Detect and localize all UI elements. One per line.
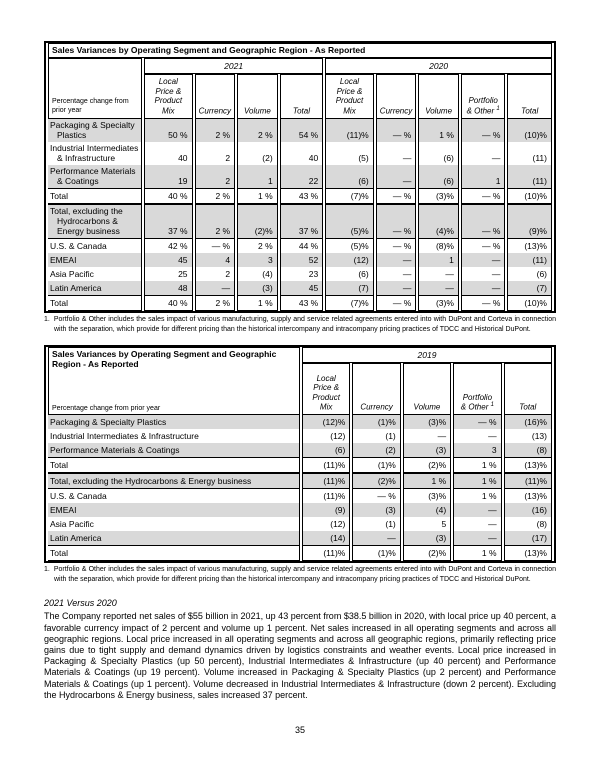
cell-value: (3) — [352, 503, 400, 517]
table-row — [48, 142, 552, 165]
cell-value: 1 % — [453, 545, 501, 561]
cell-value: 45 — [280, 281, 324, 295]
cell-value: (11)% — [504, 473, 552, 489]
row-label: Total, excluding the Hydrocarbons & Energy business — [48, 204, 142, 239]
cell-value: (10)% — [507, 119, 552, 142]
cell-value: (5)% — [325, 204, 374, 239]
cell-value: (2)% — [403, 545, 451, 561]
cell-value: (12) — [302, 429, 350, 443]
cell-value: (13)% — [507, 239, 552, 253]
stub-label: Percentage change from prior year — [52, 405, 161, 413]
row-label: Total — [48, 457, 300, 473]
table-total-row — [48, 204, 552, 239]
cell-value: 3 — [453, 443, 501, 457]
cell-value: 4 — [195, 253, 236, 267]
row-label: Total — [48, 188, 142, 204]
cell-value: — % — [376, 239, 417, 253]
cell-value: 25 — [144, 267, 193, 281]
cell-value: 40 — [144, 142, 193, 165]
cell-value: (11) — [507, 142, 552, 165]
cell-value: (13)% — [504, 545, 552, 561]
row-label: U.S. & Canada — [48, 489, 300, 503]
column-header: Volume — [237, 74, 278, 118]
page-number: 35 — [294, 725, 305, 736]
column-header: Volume — [403, 363, 451, 415]
footnote-text: Portfolio & Other includes the sales impact of various manufacturing, supply and service related agreements entered into with DuPont and Corteva in connection with the separation, which provide for different pricing than the historical intercompany and intracompany pricing practices of TDCC and Historical DuPont. — [53, 566, 556, 584]
cell-value: — — [461, 253, 506, 267]
cell-value: 1 % — [418, 119, 459, 142]
table-row — [48, 429, 552, 443]
cell-value: (2)% — [403, 457, 451, 473]
cell-value: — — [461, 142, 506, 165]
cell-value: 1 — [418, 253, 459, 267]
cell-value: — % — [195, 239, 236, 253]
cell-value: 1 % — [237, 188, 278, 204]
cell-value: (14) — [302, 531, 350, 545]
cell-value: (10)% — [507, 295, 552, 311]
footnote-text: Portfolio & Other includes the sales impact of various manufacturing, supply and service related agreements entered into with DuPont and Corteva in connection with the separation, which provide for different pricing than the historical intercompany and intracompany pricing practices of TDCC and Historical DuPont. — [53, 315, 556, 334]
cell-value: 40 % — [144, 188, 193, 204]
cell-value: 1 % — [237, 295, 278, 311]
table-row — [48, 531, 552, 545]
cell-value: 2 % — [195, 204, 236, 239]
cell-value: 37 % — [280, 204, 324, 239]
column-header: Local Price & Product Mix — [325, 74, 374, 118]
cell-value: (7) — [507, 281, 552, 295]
cell-value: 37 % — [144, 204, 193, 239]
table-row — [48, 517, 552, 531]
table-row — [48, 415, 552, 429]
cell-value: (3) — [403, 531, 451, 545]
cell-value: (17) — [504, 531, 552, 545]
row-label: Asia Pacific — [48, 517, 300, 531]
document-page — [44, 0, 556, 735]
cell-value: (3) — [403, 443, 451, 457]
cell-value: — — [376, 281, 417, 295]
column-header: Total — [507, 74, 552, 118]
cell-value: 43 % — [280, 295, 324, 311]
cell-value: — — [376, 253, 417, 267]
cell-value: (7) — [325, 281, 374, 295]
table-row — [48, 443, 552, 457]
cell-value: (6) — [325, 165, 374, 188]
cell-value: (13) — [504, 429, 552, 443]
cell-value: (1)% — [352, 545, 400, 561]
column-header: Total — [504, 363, 552, 415]
cell-value: 40 % — [144, 295, 193, 311]
row-label: Asia Pacific — [48, 267, 142, 281]
cell-value: — % — [461, 188, 506, 204]
cell-value: 23 — [280, 267, 324, 281]
stub-header — [48, 347, 300, 415]
cell-value: (7)% — [325, 188, 374, 204]
cell-value: (7)% — [325, 295, 374, 311]
cell-value: (8)% — [418, 239, 459, 253]
table-title-row — [48, 43, 552, 58]
year-header-row — [48, 58, 552, 74]
cell-value: 22 — [280, 165, 324, 188]
cell-value: (8) — [504, 517, 552, 531]
cell-value: (3)% — [403, 489, 451, 503]
cell-value: 2 % — [195, 188, 236, 204]
column-header: Volume — [418, 74, 459, 118]
cell-value: (6) — [418, 142, 459, 165]
cell-value: 1 % — [453, 473, 501, 489]
cell-value: 54 % — [280, 119, 324, 142]
table-total-row — [48, 473, 552, 489]
cell-value: (3)% — [418, 295, 459, 311]
cell-value: (1)% — [352, 415, 400, 429]
cell-value: (1) — [352, 517, 400, 531]
column-header: Local Price & Product Mix — [302, 363, 350, 415]
table-row — [48, 503, 552, 517]
cell-value: (6) — [302, 443, 350, 457]
cell-value: 2 — [195, 165, 236, 188]
cell-value: (11) — [507, 253, 552, 267]
cell-value: 5 — [403, 517, 451, 531]
cell-value: — % — [376, 295, 417, 311]
cell-value: (4) — [403, 503, 451, 517]
cell-value: 2 % — [237, 239, 278, 253]
cell-value: — — [195, 281, 236, 295]
cell-value: 2 % — [237, 119, 278, 142]
table-body — [48, 415, 552, 561]
year-header-2021: 2021 — [144, 58, 323, 74]
cell-value: (13)% — [504, 457, 552, 473]
cell-value: — % — [461, 204, 506, 239]
table-row — [48, 253, 552, 267]
cell-value: (12) — [302, 517, 350, 531]
cell-value: — % — [461, 239, 506, 253]
cell-value: (3)% — [403, 415, 451, 429]
cell-value: (4) — [237, 267, 278, 281]
narrative-paragraph: The Company reported net sales of $55 billion in 2021, up 43 percent from $38.5 billion in 2020, with local price up 40 percent, a favorable currency impact of 2 percent and volume up 1 percent. Net sales increased in all operating segments and across all geographic regions. Local price increased in all operating segments and across all geographic regions, primarily reflecting price gains due to tight supply and demand dynamics driven by logistics constraints and weather events. Local price increased in Packaging & Specialty Plastics (up 50 percent), Industrial Intermediates & Infrastructure (up 40 percent) and Performance Materials & Coatings (up 19 percent). Volume increased in Packaging & Specialty Plastics (up 2 percent) and Performance Materials & Coatings (up 1 percent). Volume decreased in Industrial Intermediates & Infrastructure (down 2 percent). Excluding the Hydrocarbons & Energy business, sales increased 37 percent. — [44, 611, 556, 700]
cell-value: 1 % — [453, 457, 501, 473]
cell-value: 45 — [144, 253, 193, 267]
row-label: Total, excluding the Hydrocarbons & Energy business — [48, 473, 300, 489]
table-total-row — [48, 545, 552, 561]
cell-value: (11)% — [302, 473, 350, 489]
cell-value: (13)% — [504, 489, 552, 503]
cell-value: (12)% — [302, 415, 350, 429]
cell-value: (6) — [418, 165, 459, 188]
year-header-row — [48, 347, 552, 363]
row-label: Total — [48, 545, 300, 561]
table-total-row — [48, 188, 552, 204]
cell-value: 19 — [144, 165, 193, 188]
cell-value: (3)% — [418, 188, 459, 204]
footnote — [44, 565, 556, 585]
cell-value: — — [418, 267, 459, 281]
row-label: Performance Materials & Coatings — [48, 443, 300, 457]
cell-value: 3 — [237, 253, 278, 267]
cell-value: 48 — [144, 281, 193, 295]
table-row — [48, 281, 552, 295]
table-title: Sales Variances by Operating Segment and Geographic Region - As Reported — [52, 349, 277, 369]
cell-value: (2)% — [352, 473, 400, 489]
cell-value: (10)% — [507, 188, 552, 204]
table-total-row — [48, 295, 552, 311]
table-body — [48, 119, 552, 311]
table-row — [48, 119, 552, 142]
cell-value: — % — [376, 119, 417, 142]
cell-value: — — [453, 531, 501, 545]
cell-value: — % — [376, 204, 417, 239]
column-header: Total — [280, 74, 324, 118]
cell-value: — — [453, 429, 501, 443]
table-row — [48, 489, 552, 503]
cell-value: (11)% — [302, 489, 350, 503]
cell-value: — — [453, 517, 501, 531]
cell-value: 52 — [280, 253, 324, 267]
cell-value: (16) — [504, 503, 552, 517]
cell-value: 50 % — [144, 119, 193, 142]
cell-value: 2 — [195, 142, 236, 165]
cell-value: (11)% — [325, 119, 374, 142]
row-label: Industrial Intermediates & Infrastructure — [48, 142, 142, 165]
column-header: Local Price & Product Mix — [144, 74, 193, 118]
cell-value: 42 % — [144, 239, 193, 253]
column-header: Currency — [376, 74, 417, 118]
column-header: Currency — [195, 74, 236, 118]
cell-value: (2) — [352, 443, 400, 457]
row-label: Packaging & Specialty Plastics — [48, 415, 300, 429]
cell-value: (12) — [325, 253, 374, 267]
cell-value: 2 % — [195, 295, 236, 311]
cell-value: — — [352, 531, 400, 545]
cell-value: (1) — [352, 429, 400, 443]
cell-value: (8) — [504, 443, 552, 457]
cell-value: 40 — [280, 142, 324, 165]
year-header-2020: 2020 — [325, 58, 552, 74]
stub-header: Percentage change from prior year — [48, 58, 142, 118]
cell-value: (11) — [507, 165, 552, 188]
row-label: Latin America — [48, 281, 142, 295]
cell-value: (3) — [237, 281, 278, 295]
row-label: Packaging & Specialty Plastics — [48, 119, 142, 142]
table-title: Sales Variances by Operating Segment and Geographic Region - As Reported — [48, 43, 552, 58]
cell-value: (1)% — [352, 457, 400, 473]
cell-value: (6) — [507, 267, 552, 281]
cell-value: — — [461, 281, 506, 295]
cell-value: (5) — [325, 142, 374, 165]
row-label: Latin America — [48, 531, 300, 545]
cell-value: — % — [352, 489, 400, 503]
cell-value: (4)% — [418, 204, 459, 239]
row-label: Total — [48, 295, 142, 311]
cell-value: 1 % — [453, 489, 501, 503]
sales-variances-table-2019 — [44, 345, 556, 563]
sales-variances-table-2021-2020 — [44, 41, 556, 313]
column-header: Portfolio & Other $^1$ — [453, 363, 501, 415]
row-label: EMEAI — [48, 253, 142, 267]
cell-value: — — [418, 281, 459, 295]
column-header: Currency — [352, 363, 400, 415]
cell-value: 44 % — [280, 239, 324, 253]
cell-value: — — [376, 165, 417, 188]
cell-value: 1 % — [403, 473, 451, 489]
table-row — [48, 267, 552, 281]
cell-value: — — [453, 503, 501, 517]
cell-value: (9) — [302, 503, 350, 517]
row-label: U.S. & Canada — [48, 239, 142, 253]
table-row — [48, 165, 552, 188]
cell-value: — — [376, 142, 417, 165]
cell-value: 2 — [195, 267, 236, 281]
cell-value: — — [403, 429, 451, 443]
footnote-number: 1. — [44, 566, 50, 574]
cell-value: (11)% — [302, 457, 350, 473]
cell-value: (2) — [237, 142, 278, 165]
cell-value: — % — [461, 295, 506, 311]
section-heading: 2021 Versus 2020 — [44, 598, 117, 609]
footnote — [44, 315, 556, 335]
row-label: Industrial Intermediates & Infrastructure — [48, 429, 300, 443]
cell-value: 1 — [237, 165, 278, 188]
cell-value: (11)% — [302, 545, 350, 561]
column-header: Portfolio & Other $^1$ — [461, 74, 506, 118]
cell-value: — % — [453, 415, 501, 429]
cell-value: 2 % — [195, 119, 236, 142]
year-header-2019: 2019 — [302, 347, 552, 363]
cell-value: — % — [376, 188, 417, 204]
cell-value: (16)% — [504, 415, 552, 429]
cell-value: — — [461, 267, 506, 281]
cell-value: 43 % — [280, 188, 324, 204]
narrative-section — [44, 598, 556, 701]
row-label: Performance Materials & Coatings — [48, 165, 142, 188]
cell-value: (2)% — [237, 204, 278, 239]
cell-value: — — [376, 267, 417, 281]
row-label: EMEAI — [48, 503, 300, 517]
cell-value: 1 — [461, 165, 506, 188]
table-row — [48, 239, 552, 253]
table-total-row — [48, 457, 552, 473]
cell-value: — % — [461, 119, 506, 142]
cell-value: (5)% — [325, 239, 374, 253]
cell-value: (6) — [325, 267, 374, 281]
cell-value: (9)% — [507, 204, 552, 239]
footnote-number: 1. — [44, 315, 50, 323]
